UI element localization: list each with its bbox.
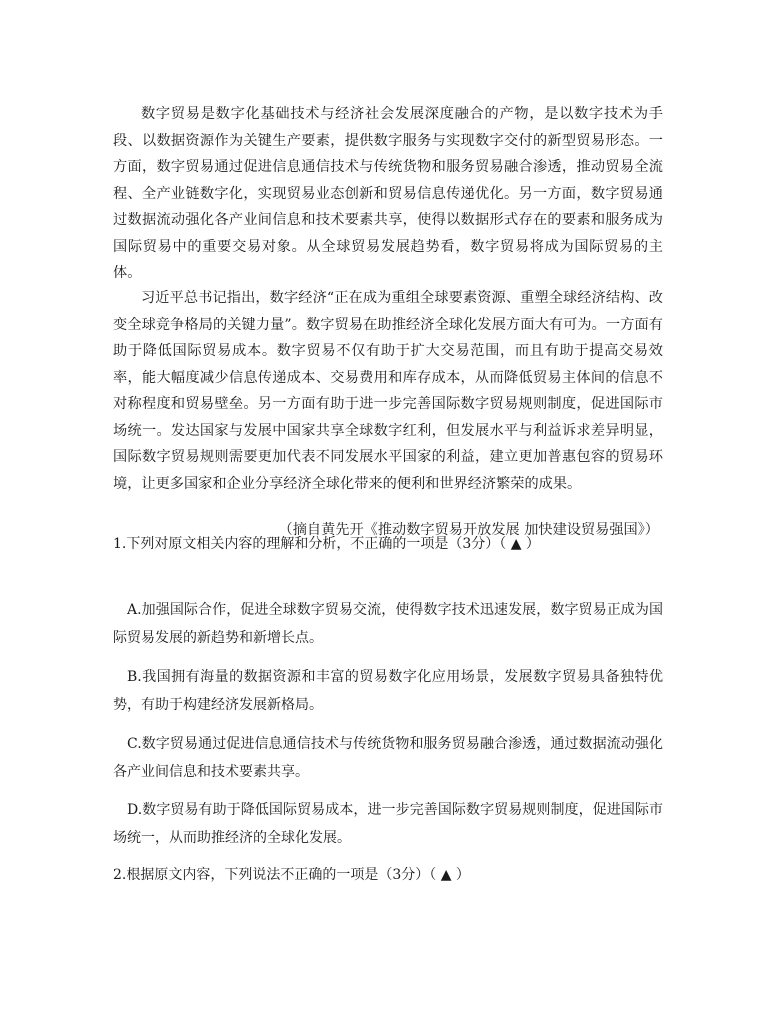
question-1-option-c: C.数字贸易通过促进信息通信技术与传统货物和服务贸易融合渗透，通过数据流动强化各产业间信息和技术要素共享。	[113, 736, 663, 780]
question-1-option-a: A.加强国际合作，促进全球数字贸易交流，使得数字技术迅速发展，数字贸易正成为国际贸易发展的新趋势和新增长点。	[113, 602, 663, 646]
passage-source: （摘自黄先开《推动数字贸易开放发展 加快建设贸易强国》）	[278, 522, 659, 538]
question-2-stem: 2.根据原文内容，下列说法不正确的一项是（3分）（ ▲ ）	[113, 867, 470, 883]
question-1-option-b: B.我国拥有海量的数据资源和丰富的贸易数字化应用场景，发展数字贸易具备独特优势，有助于构建经济发展新格局。	[113, 669, 663, 713]
passage-paragraph-2: 习近平总书记指出，数字经济“正在成为重组全球要素资源、重塑全球经济结构、改变全球竞争格局的关键力量”。数字贸易在助推经济全球化发展方面大有可为。一方面有助于降低国际贸易成本。数字贸易不仅有助于扩大交易范围，而且有助于提高交易效率，能大幅度减少信息传递成本、交易费用和库存成本，从而降低贸易主体间的信息不对称程度和贸易壁垒。另一方面有助于进一步完善国际数字贸易规则制度，促进国际市场统一。发达国家与发展中国家共享全球数字红利，但发展水平与利益诉求差异明显，国际数字贸易规则需要更加代表不同发展水平国家的利益，建立更加普惠包容的贸易环境，让更多国家和企业分享经济全球化带来的便利和世界经济繁荣的成果。	[113, 290, 663, 492]
passage-paragraph-1: 数字贸易是数字化基础技术与经济社会发展深度融合的产物，是以数字技术为手段、以数据资源作为关键生产要素，提供数字服务与实现数字交付的新型贸易形态。一方面，数字贸易通过促进信息通信技术与传统货物和服务贸易融合渗透，推动贸易全流程、全产业链数字化，实现贸易业态创新和贸易信息传递优化。另一方面，数字贸易通过数据流动强化各产业间信息和技术要素共享，使得以数据形式存在的要素和服务成为国际贸易中的重要交易对象。从全球贸易发展趋势看，数字贸易将成为国际贸易的主体。	[113, 106, 663, 281]
question-1-option-d: D.数字贸易有助于降低国际贸易成本，进一步完善国际数字贸易规则制度，促进国际市场统一，从而助推经济的全球化发展。	[113, 802, 663, 846]
question-1-stem: 1.下列对原文相关内容的理解和分析，不正确的一项是（3分）（ ▲ ）	[113, 536, 540, 552]
